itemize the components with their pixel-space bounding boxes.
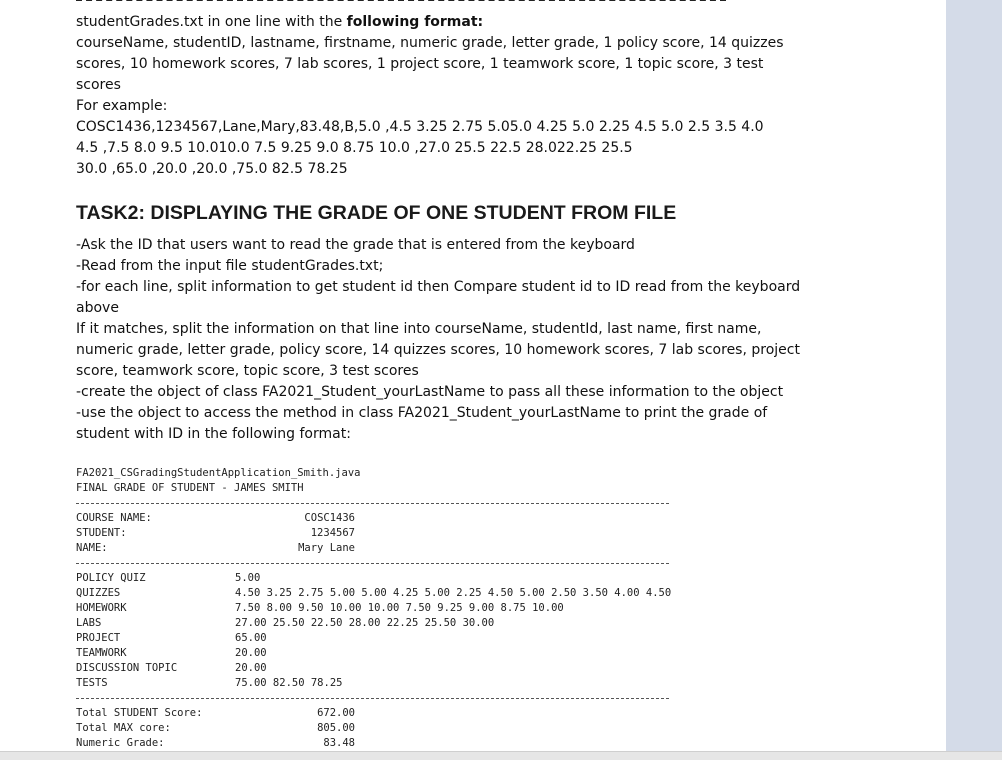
output-title: FINAL GRADE OF STUDENT - JAMES SMITH xyxy=(76,482,304,494)
format-intro-line xyxy=(76,12,806,33)
example-line-3: 30.0 ,65.0 ,20.0 ,20.0 ,75.0 82.5 78.25 xyxy=(76,161,348,177)
header-label-name: NAME: xyxy=(76,542,108,554)
header-label-student: STUDENT: xyxy=(76,527,127,539)
total-label: Numeric Grade: xyxy=(76,737,165,749)
total-value: 83.48 xyxy=(323,737,355,749)
task2-line: -for each line, split information to get student id then Compare student id to ID read from the keyboard above xyxy=(76,279,801,316)
score-value: 65.00 xyxy=(235,632,267,644)
score-label: DISCUSSION TOPIC xyxy=(76,662,178,674)
task2-line: -use the object to access the method in class FA2021_Student_yourLastName to print the grade of student with ID in the following format: xyxy=(76,405,768,442)
score-value: 20.00 xyxy=(235,662,267,674)
format-intro-bold: following format xyxy=(346,14,478,30)
divider xyxy=(76,503,669,504)
header-value-name: Mary Lane xyxy=(298,542,355,554)
score-label: TEAMWORK xyxy=(76,647,127,659)
example-line-1: COSC1436,1234567,Lane,Mary,83.48,B,5.0 ,4.5 3.25 2.75 5.05.0 4.25 5.0 2.25 4.5 5.0 2.5 3.5 4.0 xyxy=(76,119,764,135)
format-intro-colon: : xyxy=(477,14,484,30)
intro-section xyxy=(76,12,806,180)
task2-line: -create the object of class FA2021_Student_yourLastName to pass all these information to the object xyxy=(76,384,784,400)
header-label-course: COURSE NAME: xyxy=(76,512,152,524)
side-margin-panel xyxy=(946,0,1002,751)
example-line-2: 4.5 ,7.5 8.0 9.5 10.010.0 7.5 9.25 9.0 8.75 10.0 ,27.0 25.5 22.5 28.022.25 25.5 xyxy=(76,140,633,156)
score-label: POLICY QUIZ xyxy=(76,572,146,584)
example-label: For example: xyxy=(76,98,168,114)
format-description: courseName, studentID, lastname, firstname, numeric grade, letter grade, 1 policy score, 14 quizzes scores, 10 homework scores, 7 lab scores, 1 project score, 1 teamwork score, 1 topic score, 3 test scores xyxy=(76,35,784,93)
score-label: QUIZZES xyxy=(76,587,121,599)
total-value: 805.00 xyxy=(317,722,355,734)
score-value: 20.00 xyxy=(235,647,267,659)
task2-line: -Ask the ID that users want to read the grade that is entered from the keyboard xyxy=(76,237,635,253)
total-label: Total STUDENT Score: xyxy=(76,707,203,719)
cropped-previous-line xyxy=(76,0,726,6)
total-label: Total MAX core: xyxy=(76,722,171,734)
score-label: HOMEWORK xyxy=(76,602,127,614)
task2-line: If it matches, split the information on that line into courseName, studentId, last name, first name, numeric grade, letter grade, policy score, 14 quizzes scores, 10 homework scores, 7 lab scores, project score, teamwork score, topic score, 3 test scores xyxy=(76,321,800,379)
score-value: 27.00 25.50 22.50 28.00 22.25 25.50 30.00 xyxy=(235,617,495,629)
divider xyxy=(76,563,669,564)
divider xyxy=(76,698,669,699)
score-value: 4.50 3.25 2.75 5.00 5.00 4.25 5.00 2.25 4.50 5.00 2.50 3.50 4.00 4.50 xyxy=(235,587,672,599)
task2-heading: TASK2: DISPLAYING THE GRADE OF ONE STUDENT FROM FILE xyxy=(76,202,677,224)
score-label: PROJECT xyxy=(76,632,121,644)
score-label: TESTS xyxy=(76,677,108,689)
task2-instructions xyxy=(76,235,806,445)
score-value: 5.00 xyxy=(235,572,261,584)
total-value: 672.00 xyxy=(317,707,355,719)
score-label: LABS xyxy=(76,617,102,629)
output-filename: FA2021_CSGradingStudentApplication_Smith.java xyxy=(76,467,361,479)
score-value: 75.00 82.50 78.25 xyxy=(235,677,343,689)
header-value-student: 1234567 xyxy=(310,527,355,539)
score-value: 7.50 8.00 9.50 10.00 10.00 7.50 9.25 9.00 8.75 10.00 xyxy=(235,602,564,614)
header-value-course: COSC1436 xyxy=(304,512,355,524)
format-intro-text: studentGrades.txt in one line with the xyxy=(76,14,347,30)
task2-line: -Read from the input file studentGrades.txt; xyxy=(76,258,384,274)
